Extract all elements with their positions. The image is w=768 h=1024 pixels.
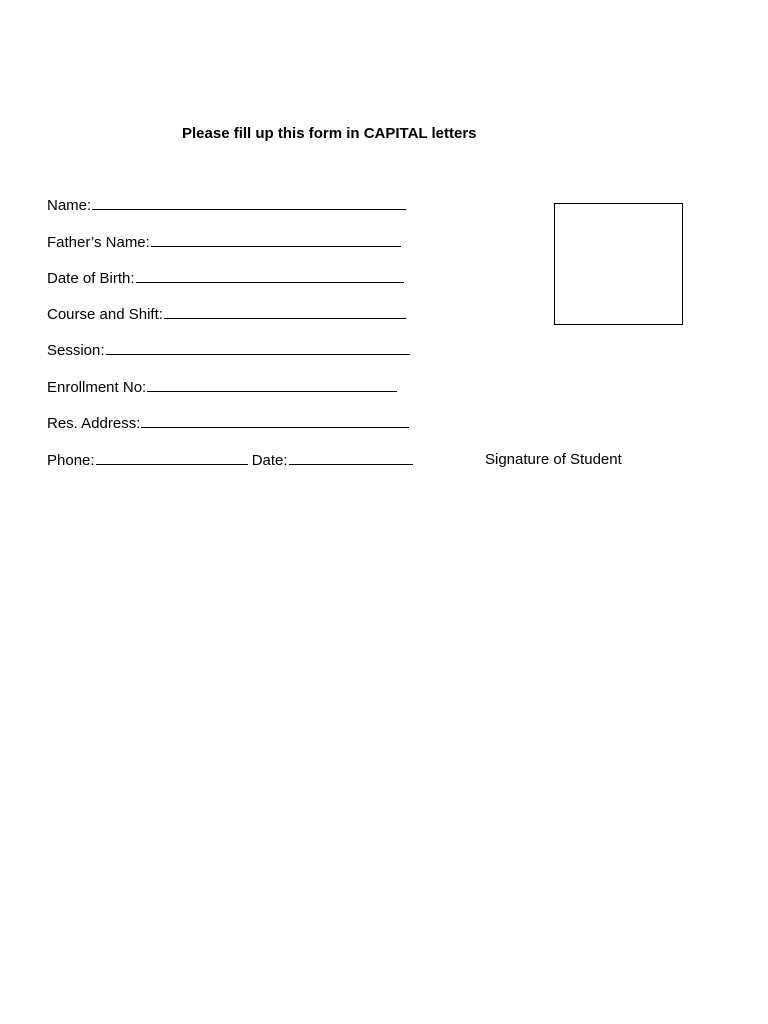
- signature-label: Signature of Student: [485, 451, 622, 468]
- name-field[interactable]: [47, 195, 406, 216]
- fathers-name-field[interactable]: [47, 232, 401, 253]
- enrollment-no-blank-line[interactable]: [147, 377, 397, 392]
- course-shift-field[interactable]: [47, 304, 406, 325]
- session-label: Session:: [47, 342, 105, 359]
- course-shift-label: Course and Shift:: [47, 306, 163, 323]
- res-address-field[interactable]: [47, 413, 409, 434]
- fathers-name-blank-line[interactable]: [151, 232, 401, 247]
- course-shift-blank-line[interactable]: [164, 304, 406, 319]
- phone-label: Phone:: [47, 452, 95, 469]
- enrollment-no-field[interactable]: [47, 377, 397, 398]
- name-blank-line[interactable]: [92, 195, 406, 210]
- date-of-birth-label: Date of Birth:: [47, 270, 135, 287]
- date-of-birth-blank-line[interactable]: [136, 268, 404, 283]
- date-label: Date:: [251, 452, 288, 469]
- enrollment-no-label: Enrollment No:: [47, 379, 147, 396]
- res-address-label: Res. Address:: [47, 415, 141, 432]
- session-blank-line[interactable]: [106, 340, 410, 355]
- form-heading: Please fill up this form in CAPITAL letters: [182, 125, 477, 142]
- date-blank-line[interactable]: [289, 450, 413, 465]
- date-of-birth-field[interactable]: [47, 268, 404, 289]
- name-label: Name:: [47, 197, 92, 214]
- res-address-blank-line[interactable]: [141, 413, 409, 428]
- session-field[interactable]: [47, 340, 410, 361]
- phone-date-row: [47, 450, 413, 471]
- phone-blank-line[interactable]: [96, 450, 248, 465]
- fathers-name-label: Father’s Name:: [47, 234, 150, 251]
- photo-box: [554, 203, 683, 325]
